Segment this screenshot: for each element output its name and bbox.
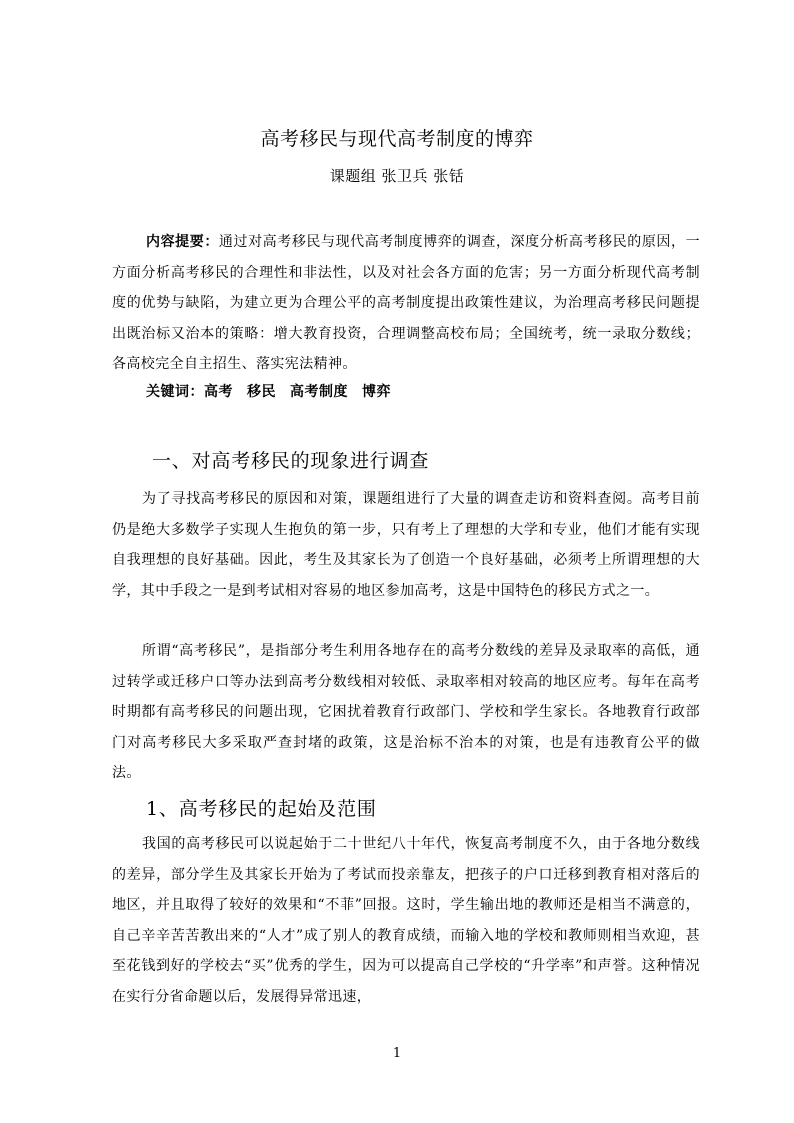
section-heading: 一、对高考移民的现象进行调查: [152, 450, 430, 472]
keywords-line: [146, 381, 405, 401]
keyword: 高考: [204, 384, 233, 400]
keyword: 高考制度: [290, 384, 348, 400]
keyword: 移民: [247, 384, 276, 400]
keyword: 博弈: [362, 384, 391, 400]
abstract-text: 通过对高考移民与现代高考制度博弈的调查，深度分析高考移民的原因，一方面分析高考移民的合理性和非法性，以及对社会各方面的危害；另一方面分析现代高考制度的优势与缺陷，为建立更为合理公平的高考制度提出政策性建议，为治理高考移民问题提出既治标又治本的策略：增大教育投资，合理调整高校布局；全国统考，统一录取分数线；各高校完全自主招生、落实宪法精神。: [112, 234, 700, 372]
keywords-label: 关键词：: [146, 384, 204, 400]
body-paragraph: 所谓“高考移民”，是指部分考生利用各地存在的高考分数线的差异及录取率的高低，通过转学或迁移户口等办法到高考分数线相对较低、录取率相对较高的地区应考。每年在高考时期都有高考移民的问题出现，它困扰着教育行政部门、学校和学生家长。各地教育行政部门对高考移民大多采取严查封堵的政策，这是治标不治本的对策，也是有违教育公平的做法。: [112, 643, 700, 781]
body-paragraph: 为了寻找高考移民的原因和对策，课题组进行了大量的调查走访和资料查阅。高考目前仍是绝大多数学子实现人生抱负的第一步，只有考上了理想的大学和专业，他们才能有实现自我理想的良好基础。因此，考生及其家长为了创造一个良好基础，必须考上所谓理想的大学，其中手段之一是到考试相对容易的地区参加高考，这是中国特色的移民方式之一。: [112, 491, 700, 599]
document-authors: 课题组 张卫兵 张铦: [329, 167, 465, 185]
page-number: 1: [392, 1046, 402, 1061]
document-title: 高考移民与现代高考制度的博弈: [260, 128, 534, 150]
subsection-heading: 1、高考移民的起始及范围: [146, 798, 377, 820]
abstract-paragraph: [112, 227, 700, 380]
abstract-label: 内容提要：: [146, 234, 219, 250]
body-paragraph: 我国的高考移民可以说起始于二十世纪八十年代，恢复高考制度不久，由于各地分数线的差异，部分学生及其家长开始为了考试而投亲靠友，把孩子的户口迁移到教育相对落后的地区，并且取得了较好的效果和“不菲”回报。这时，学生输出地的教师还是相当不满意的，自己辛辛苦苦教出来的“人才”成了别人的教育成绩，而输入地的学校和教师则相当欢迎，甚至花钱到好的学校去“买”优秀的学生，因为可以提高自己学校的“升学率”和声誉。这种情况在实行分省命题以后，发展得异常迅速，: [112, 836, 700, 1005]
